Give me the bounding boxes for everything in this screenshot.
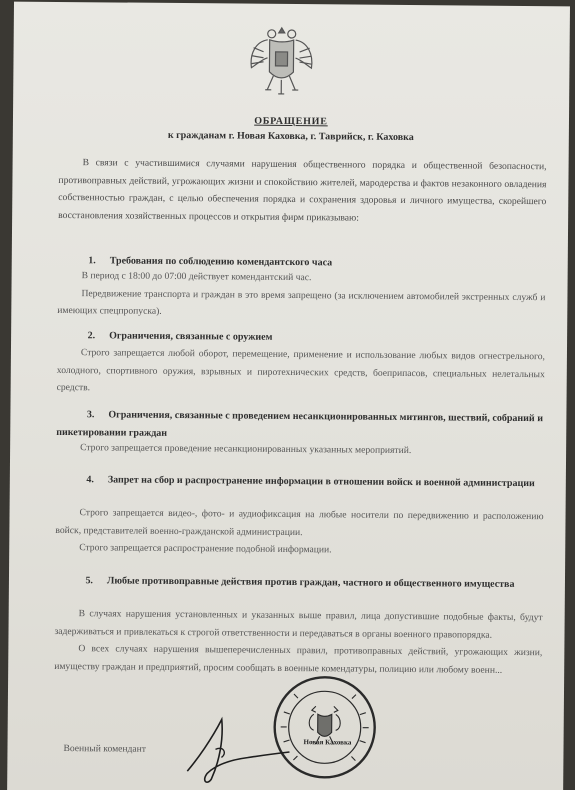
- handwritten-signature-icon: [177, 709, 298, 790]
- section-1-body: [57, 267, 545, 324]
- section-paragraph: О всех случаях нарушения вышеперечисленных правил, противоправных действий, угрожающих жизни, имуществу граждан и предприятий, просим сообщать в военные комендатуры, полицию или любому военн...: [54, 643, 543, 676]
- section-title: Требования по соблюдению комендантского часа: [109, 255, 333, 269]
- section-number: 2.: [87, 330, 96, 342]
- section-number: 4.: [86, 474, 94, 486]
- section-paragraph: Передвижение транспорта и граждан в это время запрещено (за исключением автомобилей экстренных служб и имеющих спецпропуска).: [57, 287, 546, 318]
- section-paragraph: В период с 18:00 до 07:00 действует комендантский час.: [81, 270, 312, 284]
- section-4-body: [55, 504, 543, 561]
- section-title: Ограничения, связанные с проведением несанкционированных митингов, шествий, собраний и пикетировании граждан: [56, 409, 544, 439]
- section-2-body: [57, 344, 545, 401]
- document-subtitle: к гражданам г. Новая Каховка, г. Таврийск, г. Каховка: [167, 129, 414, 144]
- section-5-body: [54, 605, 543, 680]
- section-paragraph: Строго запрещается любой оборот, перемещение, применение и использование любых видов огнестрельного, холодного, спортивного оружия, взрывных и пиротехнических средств, боеприпасов, специальных нелетальных средств.: [56, 347, 545, 394]
- section-title: Любые противоправные действия против граждан, частного и общественного имущества: [106, 575, 515, 590]
- section-title: Запрет на сбор и распространение информации в отношении войск и военной администрации: [107, 474, 535, 490]
- section-3-body: [56, 439, 544, 461]
- section-paragraph: Строго запрещается видео-, фото- и аудиофиксация на любые носители по передвижению и расположению войск, представителей военно-гражданской администрации.: [55, 507, 544, 538]
- section-5-heading: [55, 572, 543, 594]
- section-title: Ограничения, связанные с оружием: [109, 330, 273, 343]
- section-paragraph: Строго запрещается распространение подобной информации.: [79, 542, 332, 556]
- double-headed-eagle-icon: [245, 24, 318, 101]
- document-title: ОБРАЩЕНИЕ: [254, 115, 328, 128]
- section-number: 3.: [86, 409, 95, 421]
- section-4-heading: [56, 471, 544, 493]
- stamp-city-label: Новая Каховка: [303, 738, 352, 747]
- section-paragraph: В случаях нарушения установленных и указанных выше правил, лица допустившие подобные факты, будут задерживаться и привлекаться к строгой ответственности и передаваться в органы военного правопорядка.: [54, 608, 543, 641]
- document-sheet: [7, 2, 570, 790]
- intro-paragraph: В связи с участившимися случаями нарушения общественного порядка и общественной безопасности, противоправных действий, угрожающих жизни и спокойствию жителей, мародерства и фактов незаконного овладения собственностью граждан, с целью обеспечения порядка и сохранения здоровья и личного имущества, скорейшего восстановления хозяйственных процессов и открытия фирм приказываю:: [58, 157, 547, 224]
- section-number: 5.: [85, 575, 94, 587]
- section-number: 1.: [88, 255, 96, 267]
- section-paragraph: Строго запрещается проведение несанкционированных указанных мероприятий.: [80, 442, 412, 457]
- signature-label: Военный комендант: [63, 743, 147, 755]
